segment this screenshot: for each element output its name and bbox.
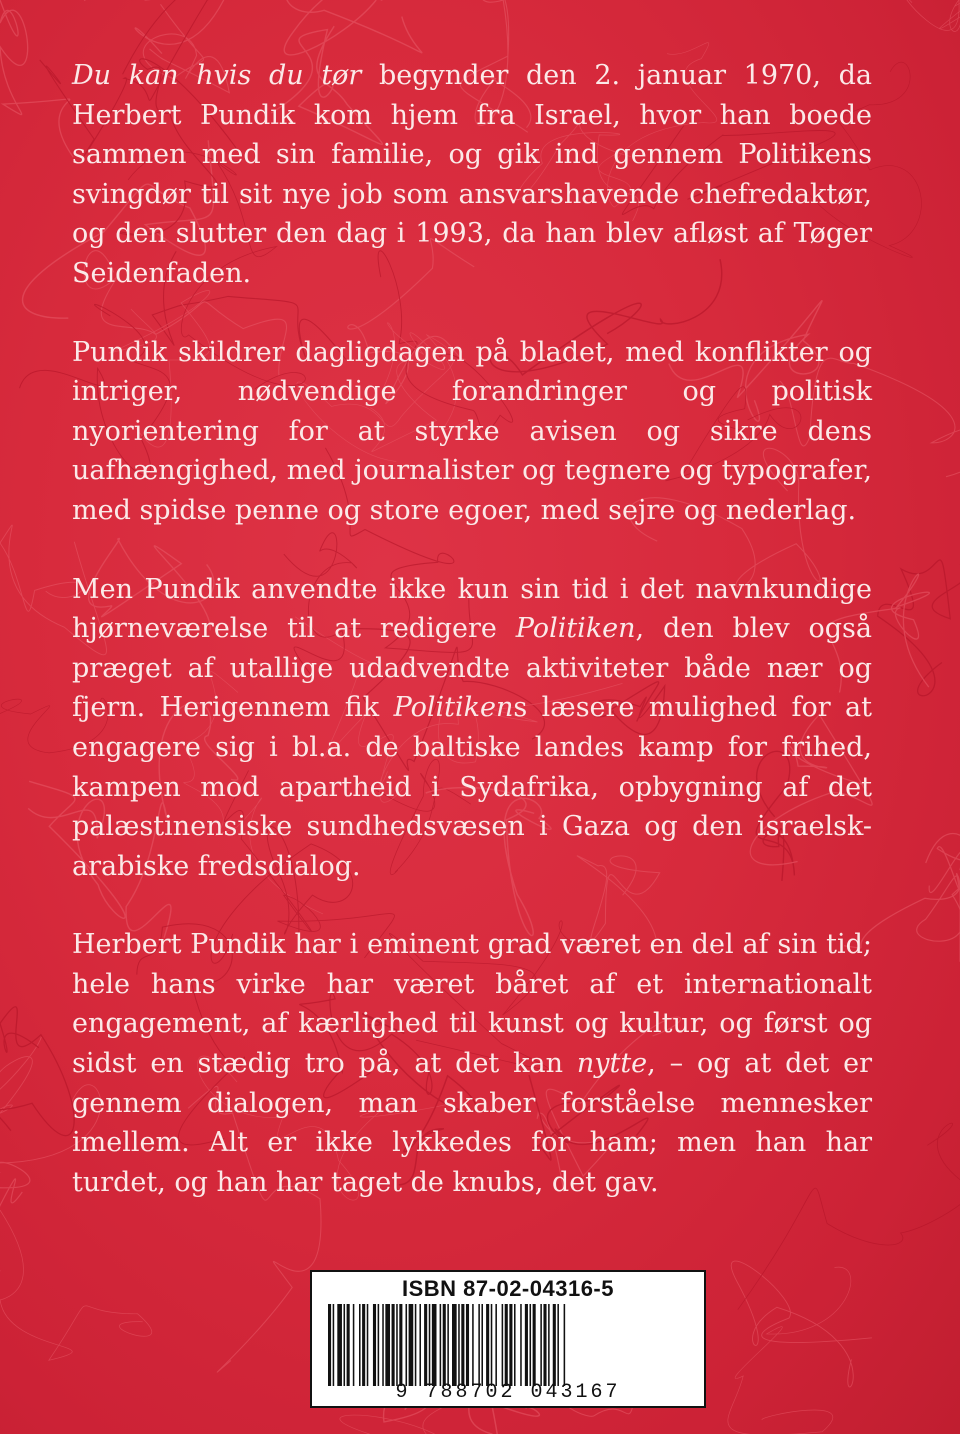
barcode-bar (495, 1304, 497, 1386)
barcode-bar (415, 1304, 417, 1386)
italic-text: Du kan hvis du tør (72, 60, 362, 91)
barcode-bar (548, 1304, 550, 1386)
blurb-paragraph-1 (72, 56, 872, 294)
paragraph-text: begynder den 2. januar 1970, da Herbert Pundik kom hjem fra Israel, hvor han boede sammen med sin familie, og gik ind gennem Politikens svingdør til sit nye job som ansvarshavende chefredaktør, og den slutter den dag i 1993, da han blev afløst af Tøger Seidenfaden. (72, 60, 872, 289)
barcode-bar (505, 1304, 508, 1386)
barcode-bar (429, 1304, 431, 1386)
paragraph-text: Herbert Pundik har i eminent grad været en del af sin tid; hele hans virke har været båret af et internationalt engagement, af kærlighed til kunst og kultur, og først og sidst en stædig tro på, at det kan (72, 929, 872, 1080)
barcode-bar (344, 1304, 346, 1386)
barcode-bar (419, 1304, 421, 1386)
barcode-bar (543, 1304, 546, 1386)
barcode-bar (382, 1304, 384, 1386)
barcode-bar (362, 1304, 365, 1386)
barcode-bar (373, 1304, 376, 1386)
italic-text: Politiken (393, 692, 514, 724)
barcode-bar (491, 1304, 493, 1386)
thread-line (284, 0, 422, 55)
barcode-bar (466, 1304, 469, 1386)
barcode-bar (478, 1304, 480, 1386)
barcode-bar (392, 1304, 395, 1386)
barcode-bar (520, 1304, 522, 1386)
thread-line (917, 851, 960, 962)
barcode-bar (564, 1304, 566, 1386)
barcode-bar (440, 1304, 442, 1386)
barcode-bar (396, 1304, 398, 1386)
barcode-bar (337, 1304, 342, 1386)
barcode-bar (347, 1304, 350, 1386)
barcode-bar (486, 1304, 489, 1386)
thread-line (728, 1267, 851, 1434)
barcode-bar (452, 1304, 457, 1386)
barcode-bar (353, 1304, 355, 1386)
thread-line (0, 1007, 74, 1136)
thread-line (0, 0, 73, 157)
barcode-bar (458, 1304, 460, 1386)
barcode-bar (509, 1304, 512, 1386)
barcode-bar (514, 1304, 516, 1386)
barcode-bar (385, 1304, 390, 1386)
italic-text: nytte (576, 1048, 648, 1080)
barcode-bar (553, 1304, 556, 1386)
barcode-bar (557, 1304, 559, 1386)
barcode-bar (432, 1304, 437, 1386)
barcode-bar (502, 1304, 504, 1386)
barcode-bars (326, 1304, 690, 1386)
barcode-bar (424, 1304, 427, 1386)
barcode-bar (399, 1304, 402, 1386)
barcode-bar (443, 1304, 446, 1386)
barcode-bar (530, 1304, 532, 1386)
barcode-bar (333, 1304, 335, 1386)
italic-text: Politiken (515, 613, 636, 645)
paragraph-text: Pundik skildrer dagligdagen på bladet, med konflikter og intriger, nødvendige forandringer og politisk nyorientering for at styrke avisen og sikre dens uafhængighed, med journalister og tegnere og typografer, med spidse penne og store egoer, med sejre og nederlag. (72, 336, 872, 526)
blurb-text (72, 56, 872, 1241)
paragraph-text: Men Pundik anvendte ikke kun sin tid i det navnkundige hjørneværelse til at redigere (72, 573, 872, 645)
barcode-bar (472, 1304, 474, 1386)
paragraph-text: , – og at det er gennem dialogen, man skaber forståelse mennesker imellem. Alt er ikke lykkedes for ham; men han har turdet, og han har taget de knubs, det gav. (72, 1048, 872, 1198)
barcode-bar (367, 1304, 369, 1386)
barcode-bar (378, 1304, 380, 1386)
barcode-bar (359, 1304, 361, 1386)
barcode-bar (406, 1304, 408, 1386)
barcode-bar (533, 1304, 536, 1386)
barcode-bar (409, 1304, 414, 1386)
thread-line (906, 0, 960, 32)
barcode-bar (481, 1304, 483, 1386)
barcode-bar (328, 1304, 331, 1386)
isbn-barcode-label (310, 1270, 706, 1408)
blurb-paragraph-2 (72, 333, 872, 531)
isbn-number: ISBN 87-02-04316-5 (401, 1276, 614, 1301)
paragraph-text: s læsere mulighed for at engagere sig i bl.a. de baltiske landes kamp for frihed, kampen mod apartheid i Sydafrika, opbygning af det palæstinensiske sundhedsvæsen i Gaza og den israelsk-arabiske fredsdialog. (72, 692, 872, 882)
barcode-bar (447, 1304, 449, 1386)
ean-digits: 9 788702 043167 (395, 1381, 621, 1404)
blurb-paragraph-3 (72, 570, 872, 887)
barcode-bar (525, 1304, 528, 1386)
blurb-paragraph-4 (72, 925, 872, 1202)
barcode-bar (540, 1304, 542, 1386)
thread-line (878, 560, 960, 696)
paragraph-text: , den blev også præget af utallige udadvendte aktiviteter både nær og fjern. Herigennem fik (72, 613, 872, 724)
barcode-bar (461, 1304, 464, 1386)
